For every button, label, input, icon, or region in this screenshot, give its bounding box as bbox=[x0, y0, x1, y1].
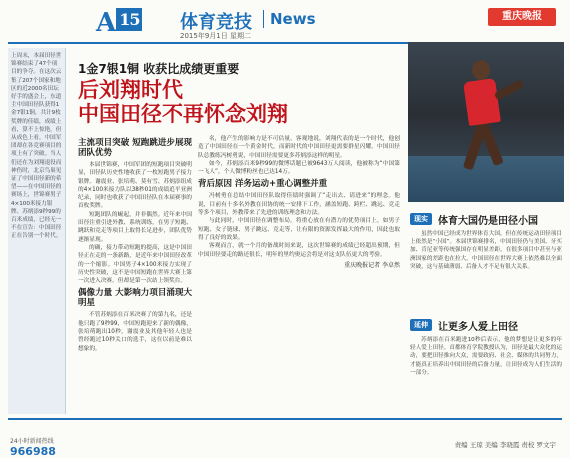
paragraph: 本届世锦赛，中国军团的短跑项目突破明显，田径队历史性地收获了一枚短跑男子接力银牌。谢震业、张培萌、莫有雪、苏炳添组成的4×100米接力队以38秒01的成绩追平亚洲纪录，同时也收获了中国田径队在本届赛事的首枚奖牌。 bbox=[78, 162, 192, 210]
lead-sidebar-text: 上周末，本届田径世锦赛结束了47个项目的争夺。在这次云集了207个国家和地区的近2000名田坛好手的盛会上，东道主中国田径队获得1金7银1铜，共计9枚奖牌的佳绩，成绩上看，算不上惊艳，但从成色上看，中国军团却在各竞赛项目的项上有了突破。当人们还在为刘翔退役而神伤时，北京鸟巢见证了中国田径新的希望——在中国田径的赛场上，世锦赛男子4×100米接力银牌、苏炳添9秒99的百米成绩，已经无一不在宣告：中国田径正在告别一个时代。 bbox=[11, 53, 62, 240]
reality-title: 体育大国仍是田径小国 bbox=[438, 215, 538, 227]
page-footer bbox=[0, 420, 570, 458]
headline-line-2: 中国田径不再怀念刘翔 bbox=[78, 102, 288, 126]
headline-line-1: 后刘翔时代 bbox=[78, 78, 183, 102]
section-title: 体育竞技 bbox=[180, 12, 252, 33]
paragraph: 冯树勇在总结中国田径队取得佳绩时强调了“走出去、请进来”的理念。他说，目前有十多名外教在田协的统一安排下工作，涵盖短跑、跨栏、跳远、竞走等多个项目，外教带来了先进的训练理念和方法。 bbox=[198, 193, 400, 217]
photo-runner-body bbox=[463, 78, 501, 126]
masthead bbox=[0, 0, 570, 42]
paragraph: 客观而言，就一个月的备战时间来说，这次世锦赛的成绩已经超出预期，但中国田径要走的路还很长，明年的里约奥运会将是对这支队伍更大的考验。 bbox=[198, 243, 400, 258]
hotline-label: 24小时新闻热线 bbox=[10, 438, 54, 445]
news-hotline bbox=[10, 436, 56, 458]
page-number-badge: 15 bbox=[116, 8, 142, 31]
photo-runner-arm bbox=[494, 79, 524, 100]
section-english-title: News bbox=[270, 10, 316, 28]
extension-box-body bbox=[410, 336, 562, 377]
article-column-2 bbox=[198, 135, 400, 270]
paragraph: 与此同时，中国田径在调整布局，将重心放在有潜力的优势项目上，如男子短跑、女子链球、男子跳远、竞走等，让有限的资源发挥最大的作用，因此也取得了良好的效果。 bbox=[198, 218, 400, 241]
paragraph: 如今，苏炳添百米9秒99的微博话题已被9643万人阅读，他被称为“中国第一飞人”，个人微博粉丝也已达14万。 bbox=[198, 160, 400, 176]
paragraph: 不管苏炳添在百米决赛了的第九名，还是他只跑了9秒99，中国短跑迎来了新的偶像，张培萌跑出10秒，谢震业及其他年轻人也是曾经跑过10秒关口的选手，这在以前是难以想象的。 bbox=[78, 312, 192, 352]
extension-title: 让更多人爱上田径 bbox=[438, 321, 518, 333]
page-letter: A bbox=[96, 8, 116, 38]
hotline-number: 966988 bbox=[10, 445, 56, 458]
extension-tag: 延伸 bbox=[410, 319, 432, 331]
article-headline bbox=[78, 78, 408, 126]
reality-box-body bbox=[410, 230, 562, 271]
section-heading: 主流项目突破 短跑跳进步展现团队优势 bbox=[78, 138, 192, 158]
reality-box-header bbox=[410, 212, 538, 226]
section-heading: 背后原因 洋务运动+重心调整并重 bbox=[198, 179, 328, 190]
article-kicker: 1金7银1铜 收获比成绩更重要 bbox=[78, 62, 240, 76]
paragraph: 短跑团队的崛起，并非偶然。近年来中国田径注重引进外教、系统训练，在男子短跑、跳跃和竞走等项目上取得长足进步，团队优势逐渐显现。 bbox=[78, 211, 192, 243]
editor-credits: 责编 王琼 美编 李晓霞 责校 罗文宇 bbox=[454, 441, 556, 449]
photo-runner-head bbox=[472, 60, 490, 80]
page-number bbox=[96, 8, 142, 38]
article-byline: 重庆晚报记者 李卓然 bbox=[344, 261, 400, 269]
extension-box-header bbox=[410, 318, 518, 332]
section-heading: 偶像力量 大影响力项目涌现大明星 bbox=[78, 288, 192, 309]
section-divider bbox=[263, 10, 264, 28]
paragraph: 虽然中国已经成为世界体育大国，但在传统运动田径项目上依然是“小国”。本届世锦赛排名，中国田径仍与美国、牙买加、肯尼亚等传统强国存在明显差距，在很多项目中甚至与亚洲国家的差距也在拉大。中国田径在世界大赛上依然难以全面突破，这与基础薄弱、后备人才不足有很大关系。 bbox=[410, 231, 562, 270]
paragraph: 的确，接力带动短跑的提高，这是中国田径正在走的一条新路，是近年来中国田径改革的一个缩影。中国男子4×100米接力实现了历史性突破，这不是中国短跑在世界大赛上第一次进入决赛，但却是第一次站上领奖台。 bbox=[78, 244, 192, 285]
newspaper-logo: 重庆晚报 bbox=[488, 8, 556, 26]
lead-sidebar bbox=[8, 48, 66, 414]
photo-track bbox=[408, 156, 564, 202]
article-column-1 bbox=[78, 135, 192, 353]
paragraph: 名，他产生的影响力是不可估量。客观地说，刘翔代表的是一个时代，他创造了中国田径在一个黄金时代，而新时代的中国田径更需要群星闪耀。中国田径队总教练冯树勇说，中国田径需要更多苏炳添这样的明星。 bbox=[198, 136, 400, 159]
sprinter-photo bbox=[408, 42, 564, 202]
paragraph: 苏炳添在百米跑进10秒后表示，他的梦想是让更多的年轻人爱上田径。首都体育学院教授认为，田径是最大众化的运动，要把田径推向大众，需要政府、社会、媒体的共同努力，才能真正培养出中国田径的后备力量，让田径成为人们生活的一部分。 bbox=[410, 337, 562, 376]
reality-tag: 现实 bbox=[410, 213, 432, 225]
dateline: 2015年9月1日 星期二 bbox=[180, 32, 251, 40]
